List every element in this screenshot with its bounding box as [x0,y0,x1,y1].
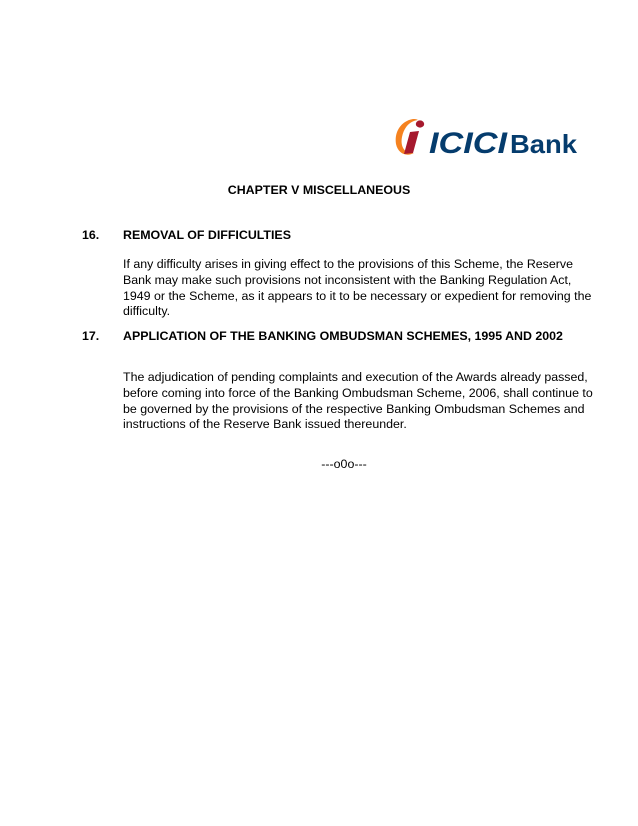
section-number: 16. [82,228,100,242]
chapter-title: CHAPTER V MISCELLANEOUS [227,183,411,197]
logo-icici-text: ICICI [429,127,508,158]
icici-bank-logo [393,116,579,158]
end-mark: ---o0o--- [321,457,367,471]
section-body: The adjudication of pending complaints and execution of the Awards already passed, before coming into force of the Banking Ombudsman Scheme, 2006, shall continue to be governed by the provisions of the respective Banking Ombudsman Schemes and instructions of the Reserve Bank issued thereunder. [123,370,593,432]
icici-i-logo-icon [396,119,425,155]
section-heading: REMOVAL OF DIFFICULTIES [123,228,291,242]
section-heading: APPLICATION OF THE BANKING OMBUDSMAN SCHEMES, 1995 AND 2002 [123,329,563,343]
section-number: 17. [82,329,100,343]
logo-bank-text: Bank [510,129,578,158]
section-body: If any difficulty arises in giving effect to the provisions of this Scheme, the Reserve Bank may make such provisions not inconsistent with the Banking Regulation Act, 1949 or the Scheme, as it appears to it to be necessary or expedient for removing the difficulty. [123,257,592,319]
